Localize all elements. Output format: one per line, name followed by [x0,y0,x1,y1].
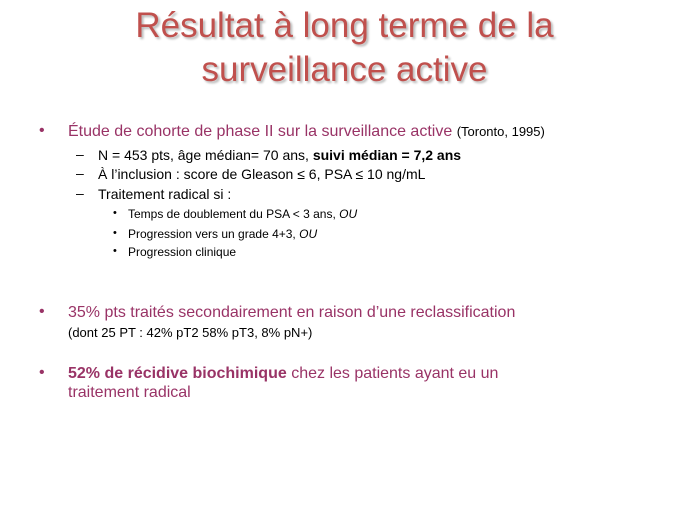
slide-title [0,4,689,92]
sub-sub-bullet-1 [128,206,357,222]
sub-bullet-2-text: À l’inclusion : score de Gleason ≤ 6, PSA ≤ 10 ng/mL [98,166,426,182]
bullet-2-text: 35% pts traités secondairement en raison d’une reclassification [68,304,516,321]
sub-bullet-1 [98,146,461,164]
sub-sub-bullet-marker: • [113,227,117,239]
bullet-1-reference: (Toronto, 1995) [456,124,545,139]
sub-sub-bullet-marker: • [113,207,117,219]
sub-bullet-1-bold: suivi médian = 7,2 ans [312,147,462,163]
bullet-3-rest: chez les patients ayant eu un [286,365,499,382]
sub-sub-bullet-marker: • [113,245,117,257]
bullet-1-main: Étude de cohorte de phase II sur la surveillance active [68,123,453,140]
bullet-marker: • [39,303,45,320]
sub-sub-bullet-3-text: Progression clinique [128,245,237,259]
dash-marker: – [76,185,84,201]
bullet-2-detail: (dont 25 PT : 42% pT2 58% pT3, 8% pN+) [68,325,313,340]
sub-sub-bullet-2-italic: OU [299,227,318,241]
bullet-marker: • [39,122,45,139]
sub-sub-bullet-3 [128,244,236,260]
bullet-marker: • [39,364,45,381]
sub-bullet-1-text: N = 453 pts, âge médian= 70 ans, [98,147,313,163]
sub-sub-bullet-2 [128,226,317,242]
bullet-3-bold: 52% de récidive biochimique [68,365,287,382]
title-line-2: surveillance active [201,50,488,89]
bullet-3-line-2: traitement radical [68,384,191,401]
sub-bullet-3 [98,185,231,203]
sub-bullet-3-text: Traitement radical si : [98,186,232,202]
title-line-1: Résultat à long terme de la [135,6,554,45]
dash-marker: – [76,146,84,162]
sub-sub-bullet-1-text: Temps de doublement du PSA < 3 ans, [128,207,340,221]
sub-bullet-2 [98,165,425,183]
sub-sub-bullet-1-italic: OU [339,207,358,221]
bullet-1-text [68,122,545,141]
dash-marker: – [76,165,84,181]
sub-sub-bullet-2-text: Progression vers un grade 4+3, [128,227,300,241]
bullet-3-text [68,364,498,383]
